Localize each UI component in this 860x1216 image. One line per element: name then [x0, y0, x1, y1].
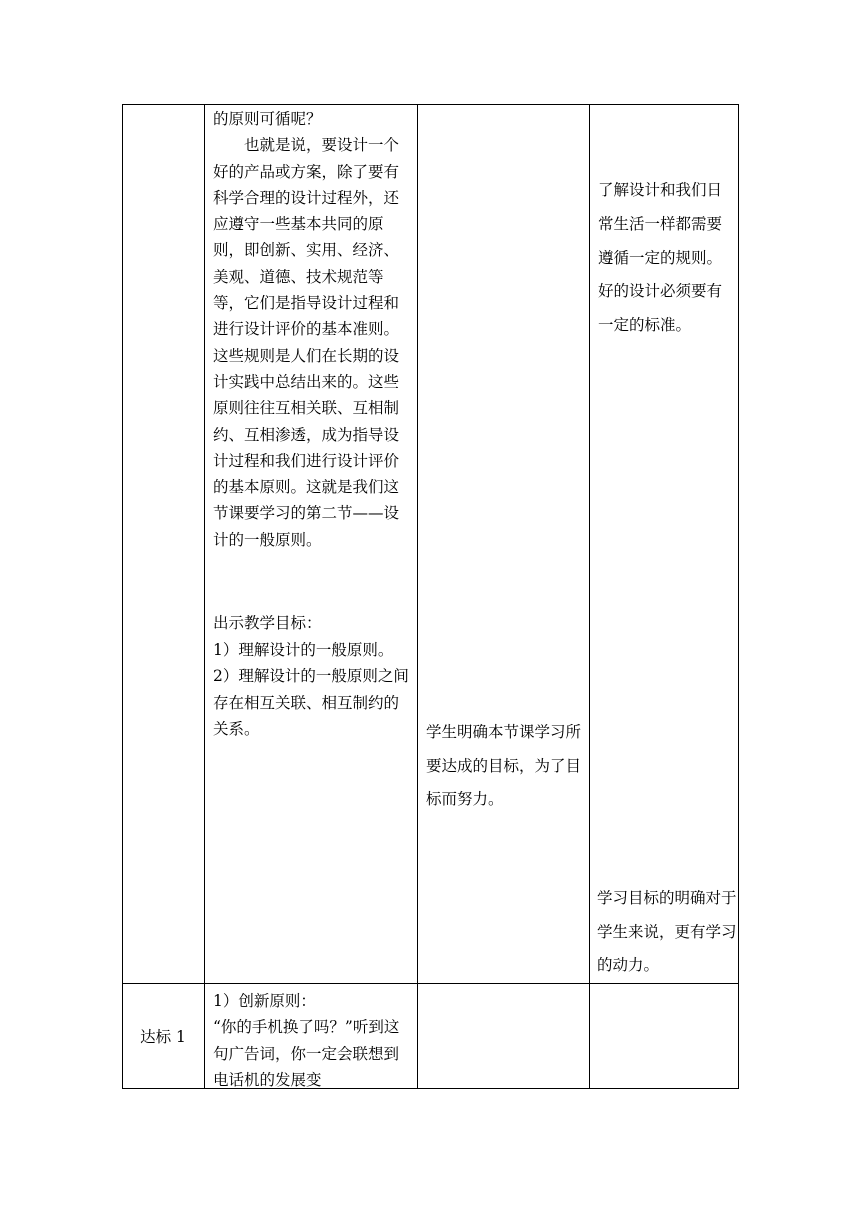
- table-right-border: [738, 104, 739, 1089]
- table-top-border: [122, 104, 739, 105]
- design-intent-text-bottom: 学习目标的明确对于学生来说，更有学习的动力。: [597, 889, 737, 974]
- row-divider: [122, 983, 739, 984]
- teacher-activity-text: 的原则可循呢？ 也就是说，要设计一个好的产品或方案，除了要有科学合理的设计过程外，还应遵守一些基本共同的原则，即创新、实用、经济、美观、道德、技术规范等等，它们是指导设计过程和进行设计评价的基本准则。这些规则是人们在长期的设计实践中总结出来的。这些原则往往互相关联、互相制约、互相渗透，成为指导设计过程和我们进行设计评价的基本原则。这就是我们这节课要学习的第二节——设计的一般原则。: [213, 110, 400, 549]
- stage-label: 达标 1: [140, 1028, 186, 1046]
- table-left-border: [122, 104, 123, 1089]
- design-intent-text-top: 了解设计和我们日常生活一样都需要遵循一定的规则。好的设计必须要有一定的标准。: [598, 181, 723, 335]
- student-activity-text: 学生明确本节课学习所要达成的目标，为了目标而努力。: [426, 723, 582, 808]
- innovation-principle-text: 1）创新原则： “你的手机换了吗？”听到这句广告词，你一定会联想到电话机的发展变: [213, 992, 400, 1089]
- column-divider-1: [204, 104, 205, 1089]
- column-divider-3: [589, 104, 590, 1089]
- teaching-goals-text: 出示教学目标： 1）理解设计的一般原则。 2）理解设计的一般原则之间存在相互关联、相互制约的关系。: [213, 614, 409, 738]
- column-divider-2: [417, 104, 418, 1089]
